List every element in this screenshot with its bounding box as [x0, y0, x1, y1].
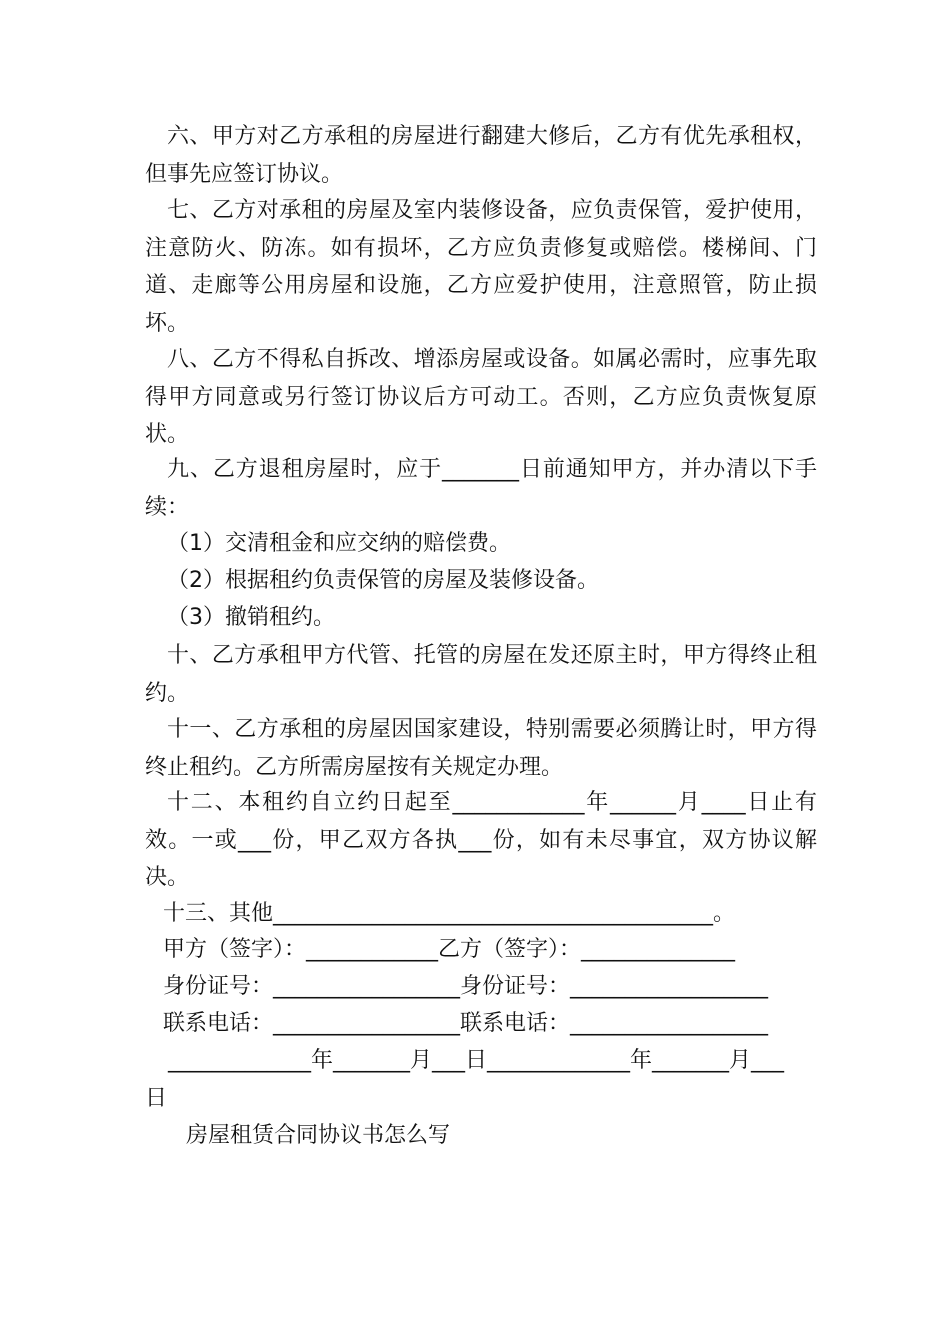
clause-8: 八、乙方不得私自拆改、增添房屋或设备。如属必需时，应事先取得甲方同意或另行签订协议后方可动工。否则，乙方应负责恢复原状。: [145, 347, 817, 447]
clause-7: 七、乙方对承租的房屋及室内装修设备，应负责保管，爱护使用，注意防火、防冻。如有损坏，乙方应负责修复或赔偿。楼梯间、门道、走廊等公用房屋和设施，乙方应爱护使用，注意照管，防止损坏。: [145, 198, 817, 336]
clause-6: 六、甲方对乙方承租的房屋进行翻建大修后，乙方有优先承租权，但事先应签订协议。: [145, 124, 817, 187]
clause-12: 十二、本租约自立约日起至____________年______月____日止有效。一或___份，甲乙双方各执___份，如有未尽事宜，双方协议解决。: [145, 790, 817, 890]
footer-title: 房屋租赁合同协议书怎么写: [186, 1123, 451, 1148]
clause-9: 九、乙方退租房屋时，应于_______日前通知甲方，并办清以下手续：: [145, 457, 817, 520]
clause-9-item-2: （2）根据租约负责保管的房屋及装修设备。: [167, 568, 599, 593]
clause-9-item-1: （1）交清租金和应交纳的赔偿费。: [167, 531, 511, 556]
clause-13: 十三、其他________________________________________。: [163, 901, 736, 926]
clause-9-item-3: （3）撤销租约。: [167, 605, 335, 630]
phone-line: 联系电话：_________________联系电话：__________________: [163, 1011, 769, 1036]
date-line-tail: 日: [145, 1086, 168, 1111]
id-number-line: 身份证号：_________________身份证号：__________________: [163, 974, 769, 999]
clause-11: 十一、乙方承租的房屋因国家建设，特别需要必须腾让时，甲方得终止租约。乙方所需房屋按有关规定办理。: [145, 717, 817, 780]
clause-10: 十、乙方承租甲方代管、托管的房屋在发还原主时，甲方得终止租约。: [145, 643, 817, 706]
date-line: _____________年_______月___日_____________年_______月___: [168, 1048, 785, 1073]
signature-line: 甲方（签字）：____________乙方（签字）：______________: [163, 937, 736, 962]
